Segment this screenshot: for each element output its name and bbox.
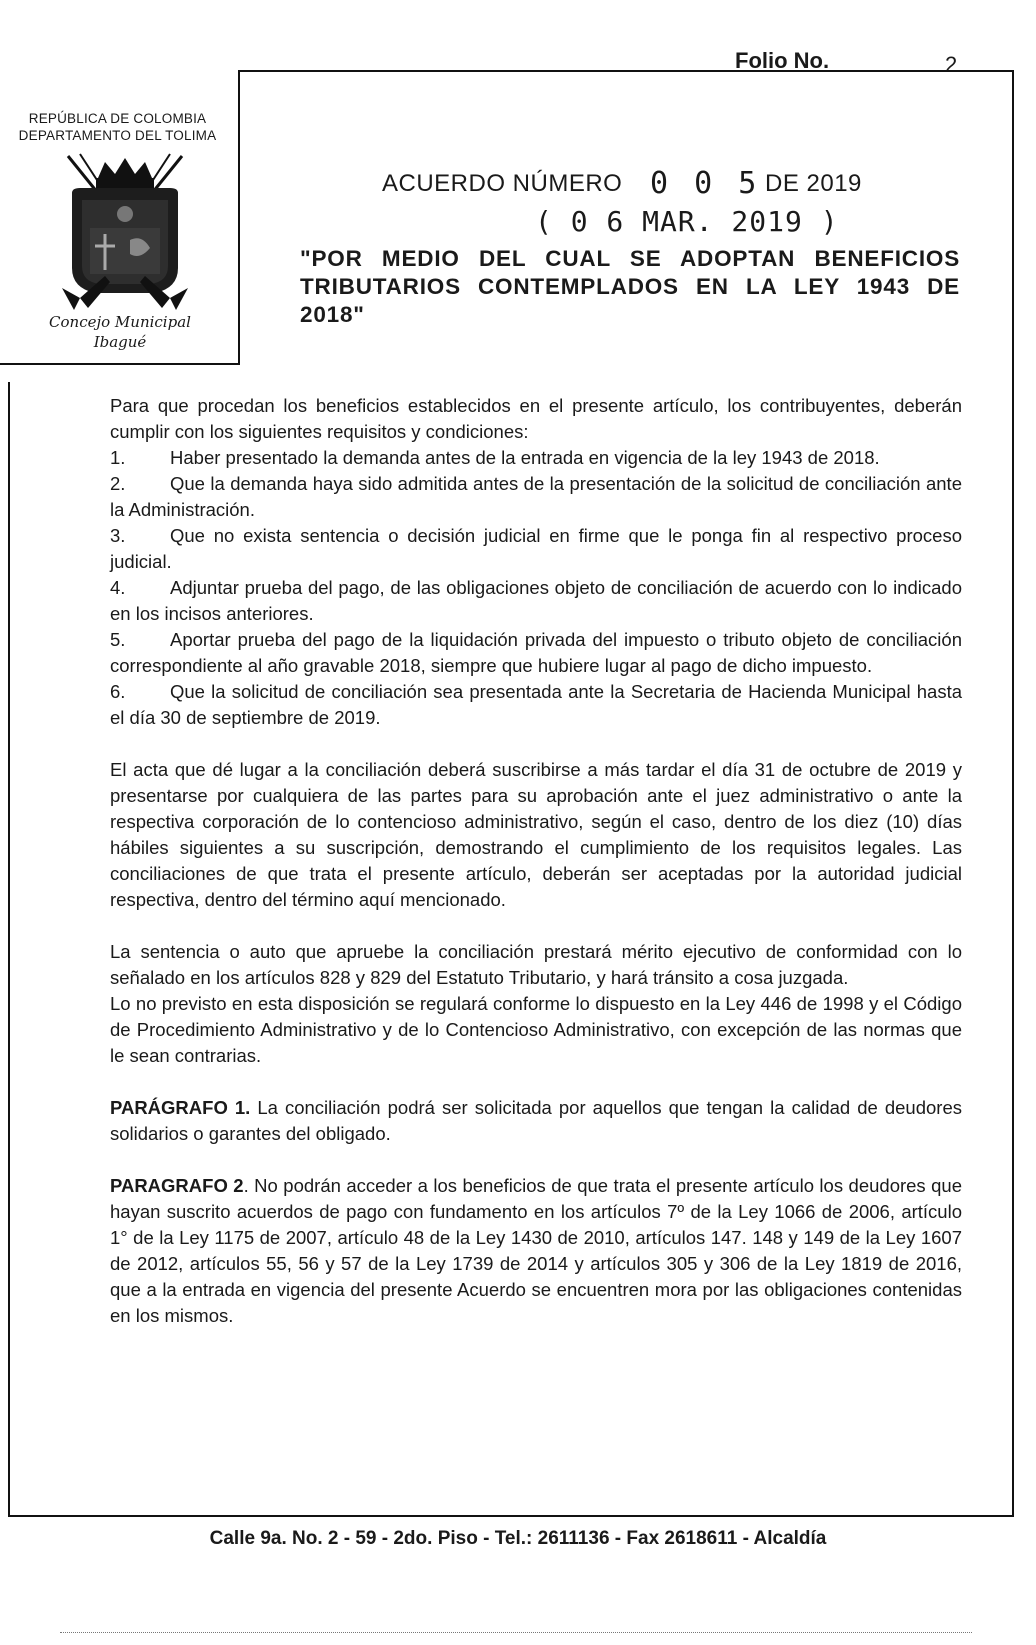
agreement-label: ACUERDO NÚMERO (382, 170, 623, 197)
agreement-title: "POR MEDIO DEL CUAL SE ADOPTAN BENEFICIOS TRIBUTARIOS CONTEMPLADOS EN LA LEY 1943 DE 2018" (300, 246, 960, 327)
requirement-text: Adjuntar prueba del pago, de las obligaciones objeto de conciliación de acuerdo con lo indicado en los incisos anteriores. (110, 577, 962, 624)
seal-name: Concejo Municipal (49, 313, 191, 331)
agreement-number: 0 0 5 (650, 166, 761, 201)
header-frame-top (238, 70, 1013, 72)
issuer-country: REPÚBLICA DE COLOMBIA (28, 111, 207, 126)
paragrafo-1 (110, 1095, 962, 1147)
footer-divider (60, 1632, 972, 1633)
paragrafo-1-text: La conciliación podrá ser solicitada por aquellos que tengan la calidad de deudores solidarios o garantes del obligado. (110, 1097, 962, 1144)
requirement-text: Aportar prueba del pago de la liquidación privada del impuesto o tributo objeto de conciliación correspondiente al año gravable 2018, siempre que hubiere lugar al pago de dicho impuesto. (110, 629, 962, 676)
requirement-number: 6. (110, 681, 126, 702)
requirement-item (110, 445, 962, 471)
frame-bottom (8, 1515, 1014, 1517)
paragrafo-2-text: . No podrán acceder a los beneficios de que trata el presente artículo los deudores que hayan suscrito acuerdos de pago con fundamento en los artículos 7º de la Ley 1066 de 2006, artículo 1° de la Ley 1175 de 2007, artículo 48 de la Ley 1430 de 2010, artículos 147. 148 y 149 de la Ley 1607 de 2012, artículos 55, 56 y 57 de la Ley 1739 de 2014 y artículos 305 y 306 de la Ley 1819 de 2016, que a la entrada en vigencia del presente Acuerdo se encuentren mora por las obligaciones contenidas en los mismos. (110, 1175, 962, 1326)
requirement-number: 2. (110, 473, 126, 494)
requirement-number: 1. (110, 447, 126, 468)
seal-caption (0, 312, 240, 352)
agreement-date-stamp: ( 0 6 MAR. 2019 ) (535, 205, 839, 238)
requirement-item (110, 471, 962, 523)
header-frame-bottom (0, 363, 240, 365)
requirement-text: Que no exista sentencia o decisión judicial en firme que le ponga fin al respectivo proceso judicial. (110, 525, 962, 572)
paragrafo-2-label: PARAGRAFO 2 (110, 1175, 244, 1196)
requirements-list (110, 445, 962, 731)
seal-city: Ibagué (93, 333, 147, 351)
paragrafo-2 (110, 1173, 962, 1329)
agreement-year: DE 2019 (765, 170, 862, 197)
requirement-item (110, 523, 962, 575)
requirement-number: 3. (110, 525, 126, 546)
intro-paragraph: Para que procedan los beneficios establecidos en el presente artículo, los contribuyentes, deberán cumplir con los siguientes requisitos y condiciones: (110, 395, 962, 442)
paragrafo-1-label: PARÁGRAFO 1. (110, 1097, 251, 1118)
no-previsto-paragraph: Lo no previsto en esta disposición se regulará conforme lo dispuesto en la Ley 446 de 1998 y el Código de Procedimiento Administrativo y de lo Contencioso Administrativo, con excepción de las normas que le sean contrarias. (110, 993, 962, 1066)
requirement-text: Que la demanda haya sido admitida antes de la presentación de la solicitud de conciliación ante la Administración. (110, 473, 962, 520)
issuer-heading (0, 110, 235, 144)
folio-label: Folio No. (735, 48, 830, 73)
acta-paragraph: El acta que dé lugar a la conciliación deberá suscribirse a más tardar el día 31 de octubre de 2019 y presentarse por cualquiera de las partes para su aprobación ante el juez administrativo o ante la respectiva corporación de lo contencioso administrativo, según el caso, dentro de los diez (10) días hábiles siguientes a su suscripción, demostrando el cumplimiento de los requisitos legales. Las conciliaciones de que trata el presente artículo, deberán ser aceptadas por la autoridad judicial respectiva, dentro del término aquí mencionado. (110, 759, 962, 910)
requirement-number: 4. (110, 577, 126, 598)
requirement-text: Que la solicitud de conciliación sea presentada ante la Secretaria de Hacienda Municipal hasta el día 30 de septiembre de 2019. (110, 681, 962, 728)
document-body (110, 393, 962, 1329)
footer-address: Calle 9a. No. 2 - 59 - 2do. Piso - Tel.: 2611136 - Fax 2618611 - Alcaldía (209, 1528, 827, 1549)
sentencia-paragraph: La sentencia o auto que apruebe la conciliación prestará mérito ejecutivo de conformidad con lo señalado en los artículos 828 y 829 del Estatuto Tributario, y hará tránsito a cosa juzgada. (110, 941, 962, 988)
frame-right (1012, 70, 1014, 1515)
coat-of-arms-icon (50, 148, 200, 318)
issuer-department: DEPARTAMENTO DEL TOLIMA (18, 128, 217, 143)
requirement-item (110, 627, 962, 679)
requirement-text: Haber presentado la demanda antes de la entrada en vigencia de la ley 1943 de 2018. (170, 447, 880, 468)
folio-number: 2 (945, 52, 958, 77)
requirement-item (110, 575, 962, 627)
frame-left (8, 382, 10, 1516)
requirement-item (110, 679, 962, 731)
requirement-number: 5. (110, 629, 126, 650)
